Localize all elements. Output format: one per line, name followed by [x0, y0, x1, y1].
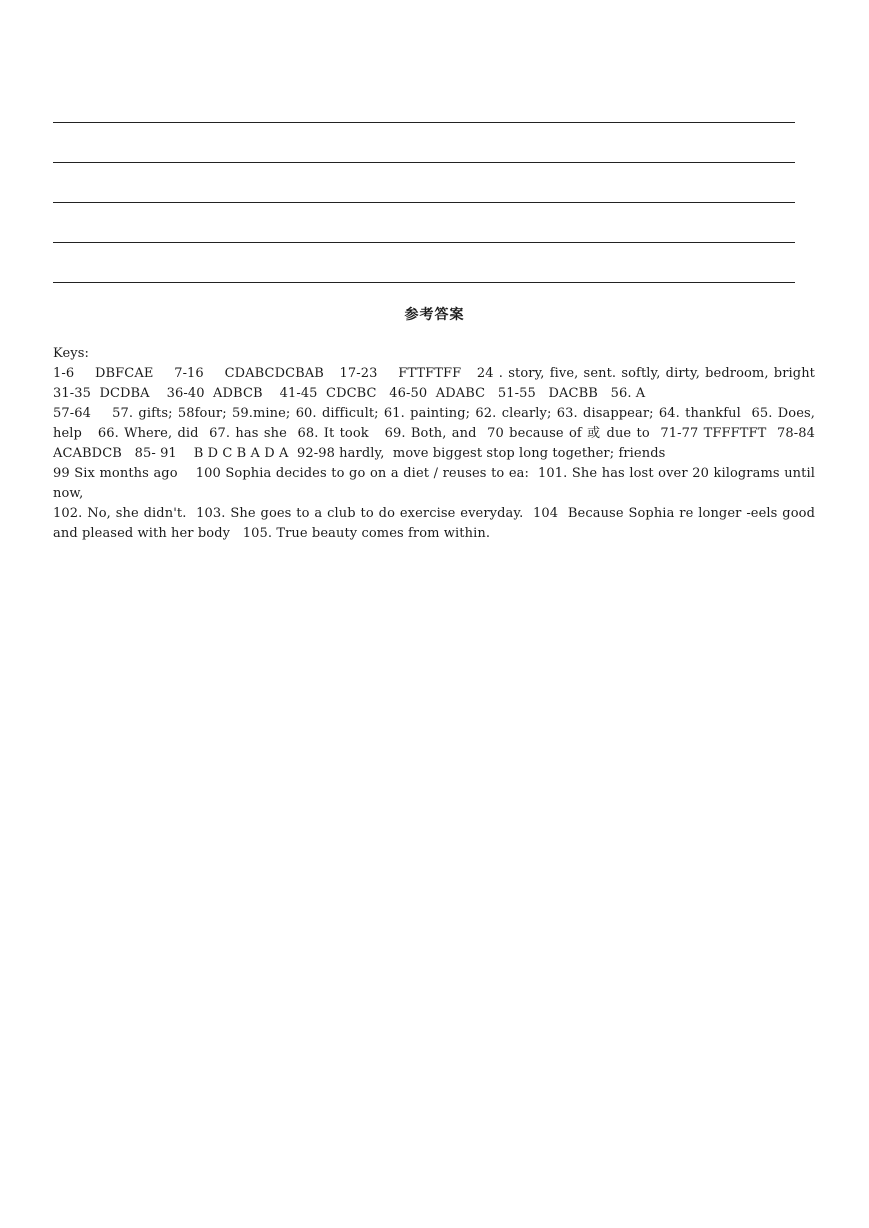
- answer-writing-lines: [53, 122, 795, 322]
- keys-paragraph: 102. No, she didn't. 103. She goes to a club to do exercise everyday. 104 Because Sophia re longer -eels good and pleased with her body 105. True beauty comes from within.: [53, 506, 820, 541]
- keys-paragraph: 99 Six months ago 100 Sophia decides to go on a diet / reuses to ea: 101. She has lost over 20 kilograms until now,: [53, 466, 820, 501]
- keys-paragraph: 57-64 57. gifts; 58four; 59.mine; 60. difficult; 61. painting; 62. clearly; 63. disappear; 64. thankful 65. Does, help 66. Where, did 67. has she 68. It took 69. Both, and 70 because of 或 due to 71-77 TFFFTFT 78-84 ACABDCB 85- 91 B D C B A D A 92-98 hardly, move biggest stop long together; friends: [53, 406, 820, 461]
- writing-line: [53, 202, 795, 203]
- keys-heading: Keys:: [53, 346, 89, 361]
- answer-keys: [53, 344, 828, 544]
- writing-line: [53, 282, 795, 283]
- page-title: 参考答案: [404, 307, 465, 323]
- writing-line: [53, 122, 795, 123]
- writing-line: [53, 162, 795, 163]
- keys-paragraph: 1-6 DBFCAE 7-16 CDABCDCBAB 17-23 FTTFTFF 24 . story, five, sent. softly, dirty, bedroom, bright 31-35 DCDBA 36-40 ADBCB 41-45 CDCBC 46-50 ADABC 51-55 DACBB 56. A: [53, 366, 828, 401]
- writing-line: [53, 242, 795, 243]
